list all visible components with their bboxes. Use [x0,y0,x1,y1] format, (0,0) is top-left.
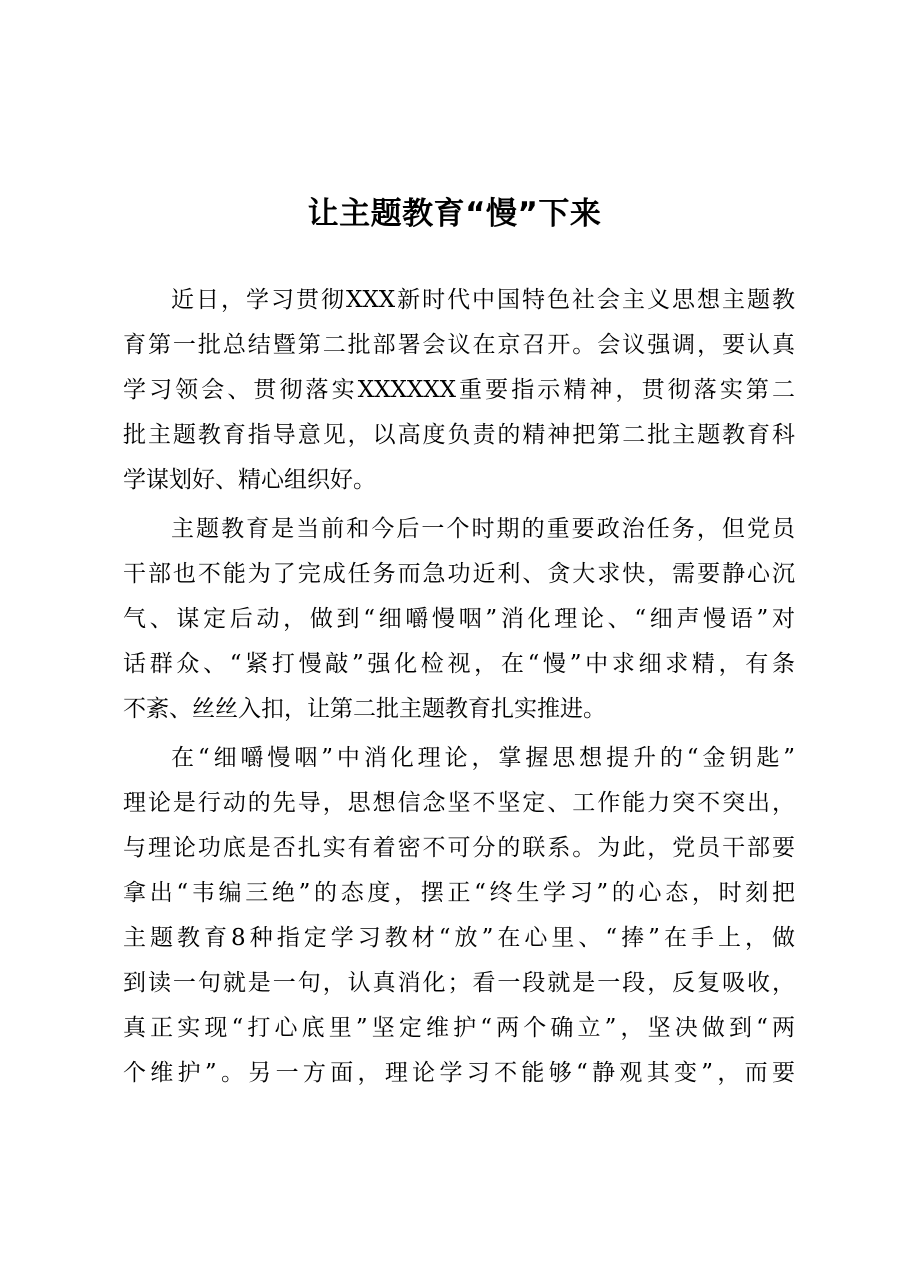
text-line: 主题教育是当前和今后一个时期的重要政治任务，但党员 [171,516,795,542]
text-line: 个维护”。另一方面，理论学习不能够“静观其变”，而要 [123,1060,795,1086]
paragraph-3 [123,736,795,1096]
text-line: 话群众、“紧打慢敲”强化检视，在“慢”中求细求精，有条 [123,651,795,677]
text-line: 在“细嚼慢咽”中消化理论，掌握思想提升的“金钥匙” [171,745,795,771]
text-line: 理论是行动的先导，思想信念坚不坚定、工作能力突不突出， [123,790,795,816]
text-line: 拿出“韦编三绝”的态度，摆正“终生学习”的心态，时刻把 [123,880,795,906]
text-line: 气、谋定后动，做到“细嚼慢咽”消化理论、“细声慢语”对 [123,606,795,632]
text-line: 批主题教育指导意见，以高度负责的精神把第二批主题教育科 [123,422,795,448]
text-line: 学习领会、贯彻落实XXXXXX重要指示精神，贯彻落实第二 [123,377,795,403]
text-line: 与理论功底是否扎实有着密不可分的联系。为此，党员干部要 [123,835,795,861]
text-line: 主题教育8种指定学习教材“放”在心里、“捧”在手上，做 [123,925,795,951]
text-line: 学谋划好、精心组织好。 [123,467,376,493]
text-line: 干部也不能为了完成任务而急功近利、贪大求快，需要静心沉 [123,561,795,587]
document-body [123,278,795,1096]
document-title: 让主题教育“慢”下来 [307,196,602,232]
text-line: 到读一句就是一句，认真消化；看一段就是一段，反复吸收， [123,970,795,996]
text-line: 近日，学习贯彻XXX新时代中国特色社会主义思想主题教 [171,287,795,313]
paragraph-1 [123,278,795,503]
text-line: 不紊、丝丝入扣，让第二批主题教育扎实推进。 [123,696,606,722]
paragraph-2 [123,507,795,732]
text-line: 育第一批总结暨第二批部署会议在京召开。会议强调，要认真 [123,332,795,358]
text-line: 真正实现“打心底里”坚定维护“两个确立”，坚决做到“两 [123,1015,795,1041]
